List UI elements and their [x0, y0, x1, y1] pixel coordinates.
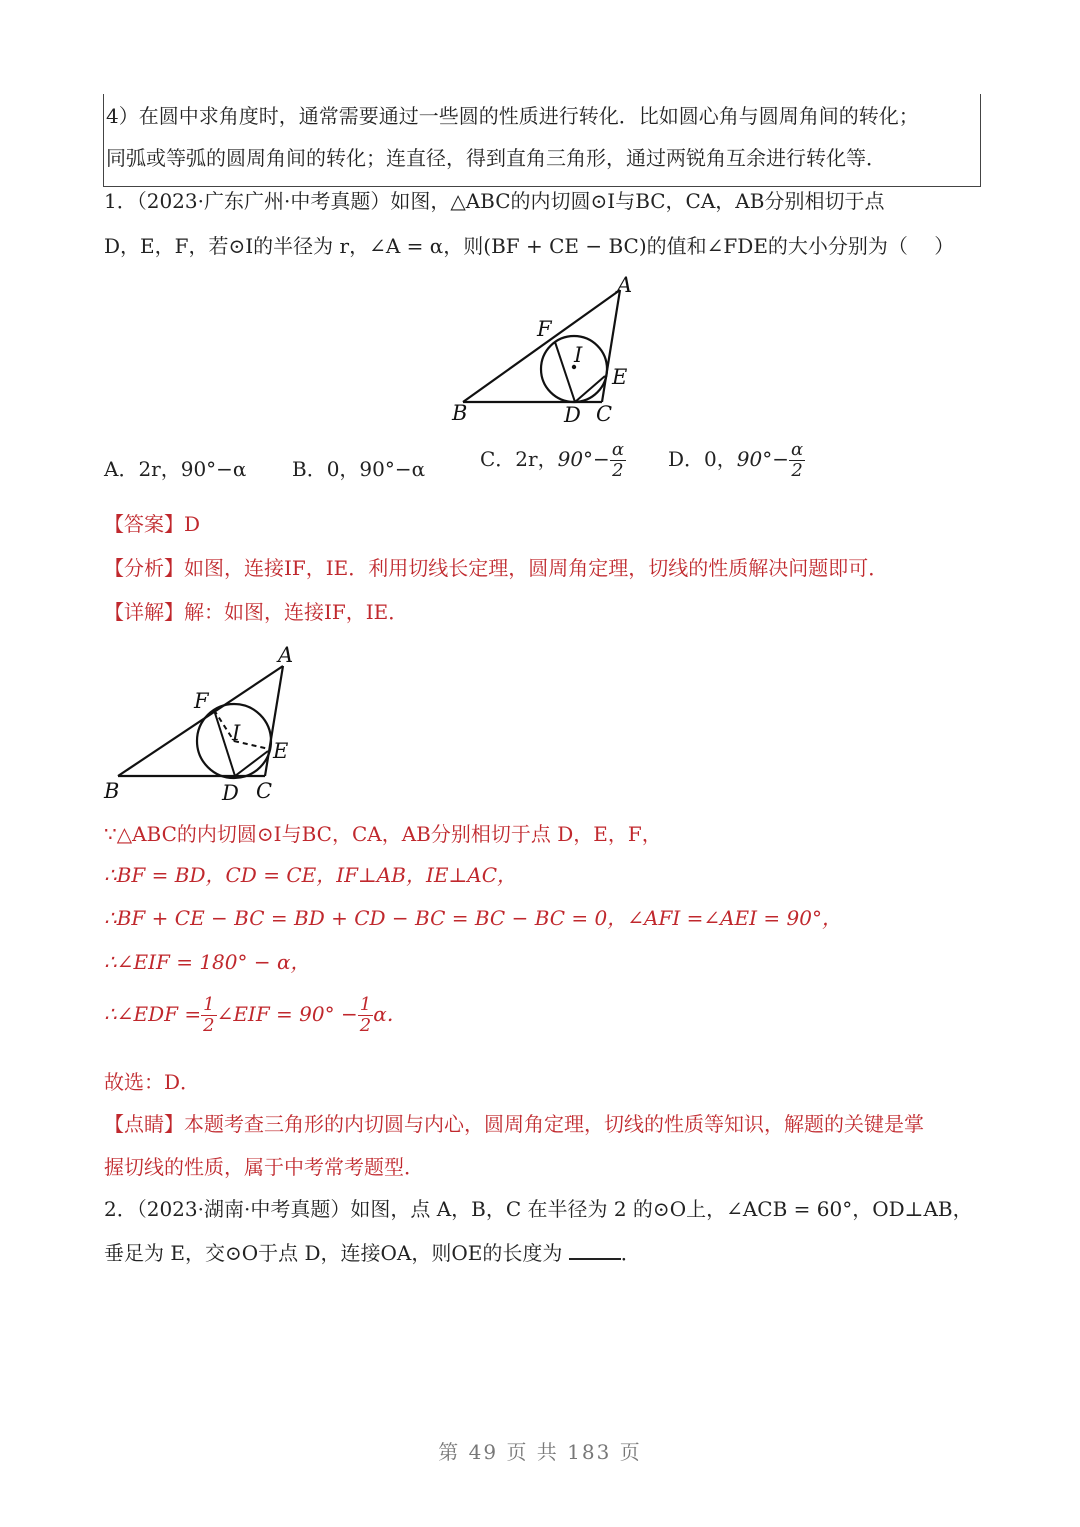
frac-num: α: [790, 439, 804, 460]
answer-label: 【答案】: [104, 512, 184, 536]
q1-line-2: D，E，F，若⊙I的半径为 r，∠A = α，则(BF + CE − BC)的值和∠FDE的大小分别为（ ）: [104, 234, 955, 258]
q2-line-2-text: 垂足为 E，交⊙O于点 D，连接OA，则OE的长度为: [104, 1241, 563, 1265]
choose-line: 故选：D．: [104, 1070, 201, 1094]
fig1-label-c: C: [596, 402, 613, 426]
q1-option-d-frac: [789, 440, 805, 481]
fig1-label-a: A: [617, 273, 633, 297]
fig1-label-f: F: [537, 317, 552, 341]
step-5-suffix: α．: [373, 1002, 407, 1026]
q1-option-c-prefix: C．2r，: [480, 447, 558, 471]
fig2-label-b: B: [104, 779, 120, 803]
q1-option-c-frac: [610, 440, 626, 481]
frac-den: 2: [791, 460, 803, 481]
fig1-label-i: I: [574, 343, 583, 367]
q2-line-1: 2．（2023·湖南·中考真题）如图，点 A，B，C 在半径为 2 的⊙O上，∠ACB = 60°，OD⊥AB，: [104, 1197, 973, 1221]
q1-option-d: [668, 440, 805, 481]
comment-line-1: [104, 1110, 1020, 1138]
q1-option-a: A．2r，90°−α: [104, 457, 247, 481]
half-num: 1: [203, 994, 215, 1015]
tip-line-2: 同弧或等弧的圆周角间的转化；连直径，得到直角三角形，通过两锐角互余进行转化等．: [106, 146, 886, 170]
step-3: ∴BF + CE − BC = BD + CD − BC = BC − BC = 0，∠AFI =∠AEI = 90°，: [104, 906, 842, 930]
analysis-line: [104, 554, 1020, 582]
q1-line-1: 1．（2023·广东广州·中考真题）如图，△ABC的内切圆⊙I与BC，CA，AB分别相切于点: [104, 189, 885, 213]
detail-line: [104, 598, 1020, 626]
detail-text: 解：如图，连接IF，IE．: [184, 600, 409, 624]
answer-value: D: [184, 512, 201, 536]
step-5-prefix: ∴∠EDF =: [104, 1002, 202, 1026]
q2-line-2-suffix: ．: [620, 1241, 641, 1265]
step-2: ∴BF = BD，CD = CE，IF⊥AB，IE⊥AC，: [104, 863, 517, 887]
step-5-half-b: [358, 995, 373, 1036]
step-5: [104, 995, 1020, 1036]
q1-option-d-expr: 90°−: [736, 447, 789, 471]
answer-blank[interactable]: [569, 1240, 621, 1260]
tip-line-1: 4）在圆中求角度时，通常需要通过一些圆的性质进行转化．比如圆心角与圆周角间的转化；: [106, 104, 919, 128]
fig2-label-f: F: [194, 689, 209, 713]
q1-option-d-prefix: D．0，: [668, 447, 737, 471]
fig1-label-e: E: [612, 365, 628, 389]
step-1: ∵△ABC的内切圆⊙I与BC，CA，AB分别相切于点 D，E，F，: [104, 822, 662, 846]
comment-line-2: 握切线的性质，属于中考常考题型．: [104, 1155, 424, 1179]
analysis-text: 如图，连接IF，IE．利用切线长定理，圆周角定理，切线的性质解决问题即可．: [184, 556, 889, 580]
fig2-label-c: C: [256, 779, 273, 803]
q1-option-b: B．0，90°−α: [292, 457, 426, 481]
step-5-half-a: [201, 995, 216, 1036]
half-den: 2: [359, 1015, 372, 1036]
fig1-label-d: D: [564, 403, 581, 427]
step-4: ∴∠EIF = 180° − α，: [104, 950, 311, 974]
q1-option-c: [480, 440, 626, 481]
page-footer: 第 49 页 共 183 页: [438, 1440, 642, 1464]
analysis-label: 【分析】: [104, 556, 184, 580]
half-num: 1: [359, 994, 372, 1015]
fig2-label-i: I: [232, 721, 241, 745]
comment-text-1: 本题考查三角形的内切圆与内心，圆周角定理，切线的性质等知识，解题的关键是掌: [184, 1112, 924, 1136]
detail-label: 【详解】: [104, 600, 184, 624]
comment-label: 【点睛】: [104, 1112, 184, 1136]
frac-num: α: [611, 439, 624, 460]
step-5-mid: ∠EIF = 90° −: [216, 1002, 358, 1026]
q2-line-2: [104, 1239, 1020, 1267]
fig2-label-a: A: [278, 643, 294, 667]
frac-den: 2: [612, 460, 624, 481]
answer-line: [104, 510, 1020, 538]
fig2-label-e: E: [273, 739, 289, 763]
figure-1: [440, 270, 660, 430]
fig1-label-b: B: [452, 401, 468, 425]
half-den: 2: [203, 1015, 215, 1036]
q1-option-c-expr: 90°−: [557, 447, 610, 471]
figure-2: [98, 640, 318, 810]
fig2-label-d: D: [222, 781, 239, 805]
